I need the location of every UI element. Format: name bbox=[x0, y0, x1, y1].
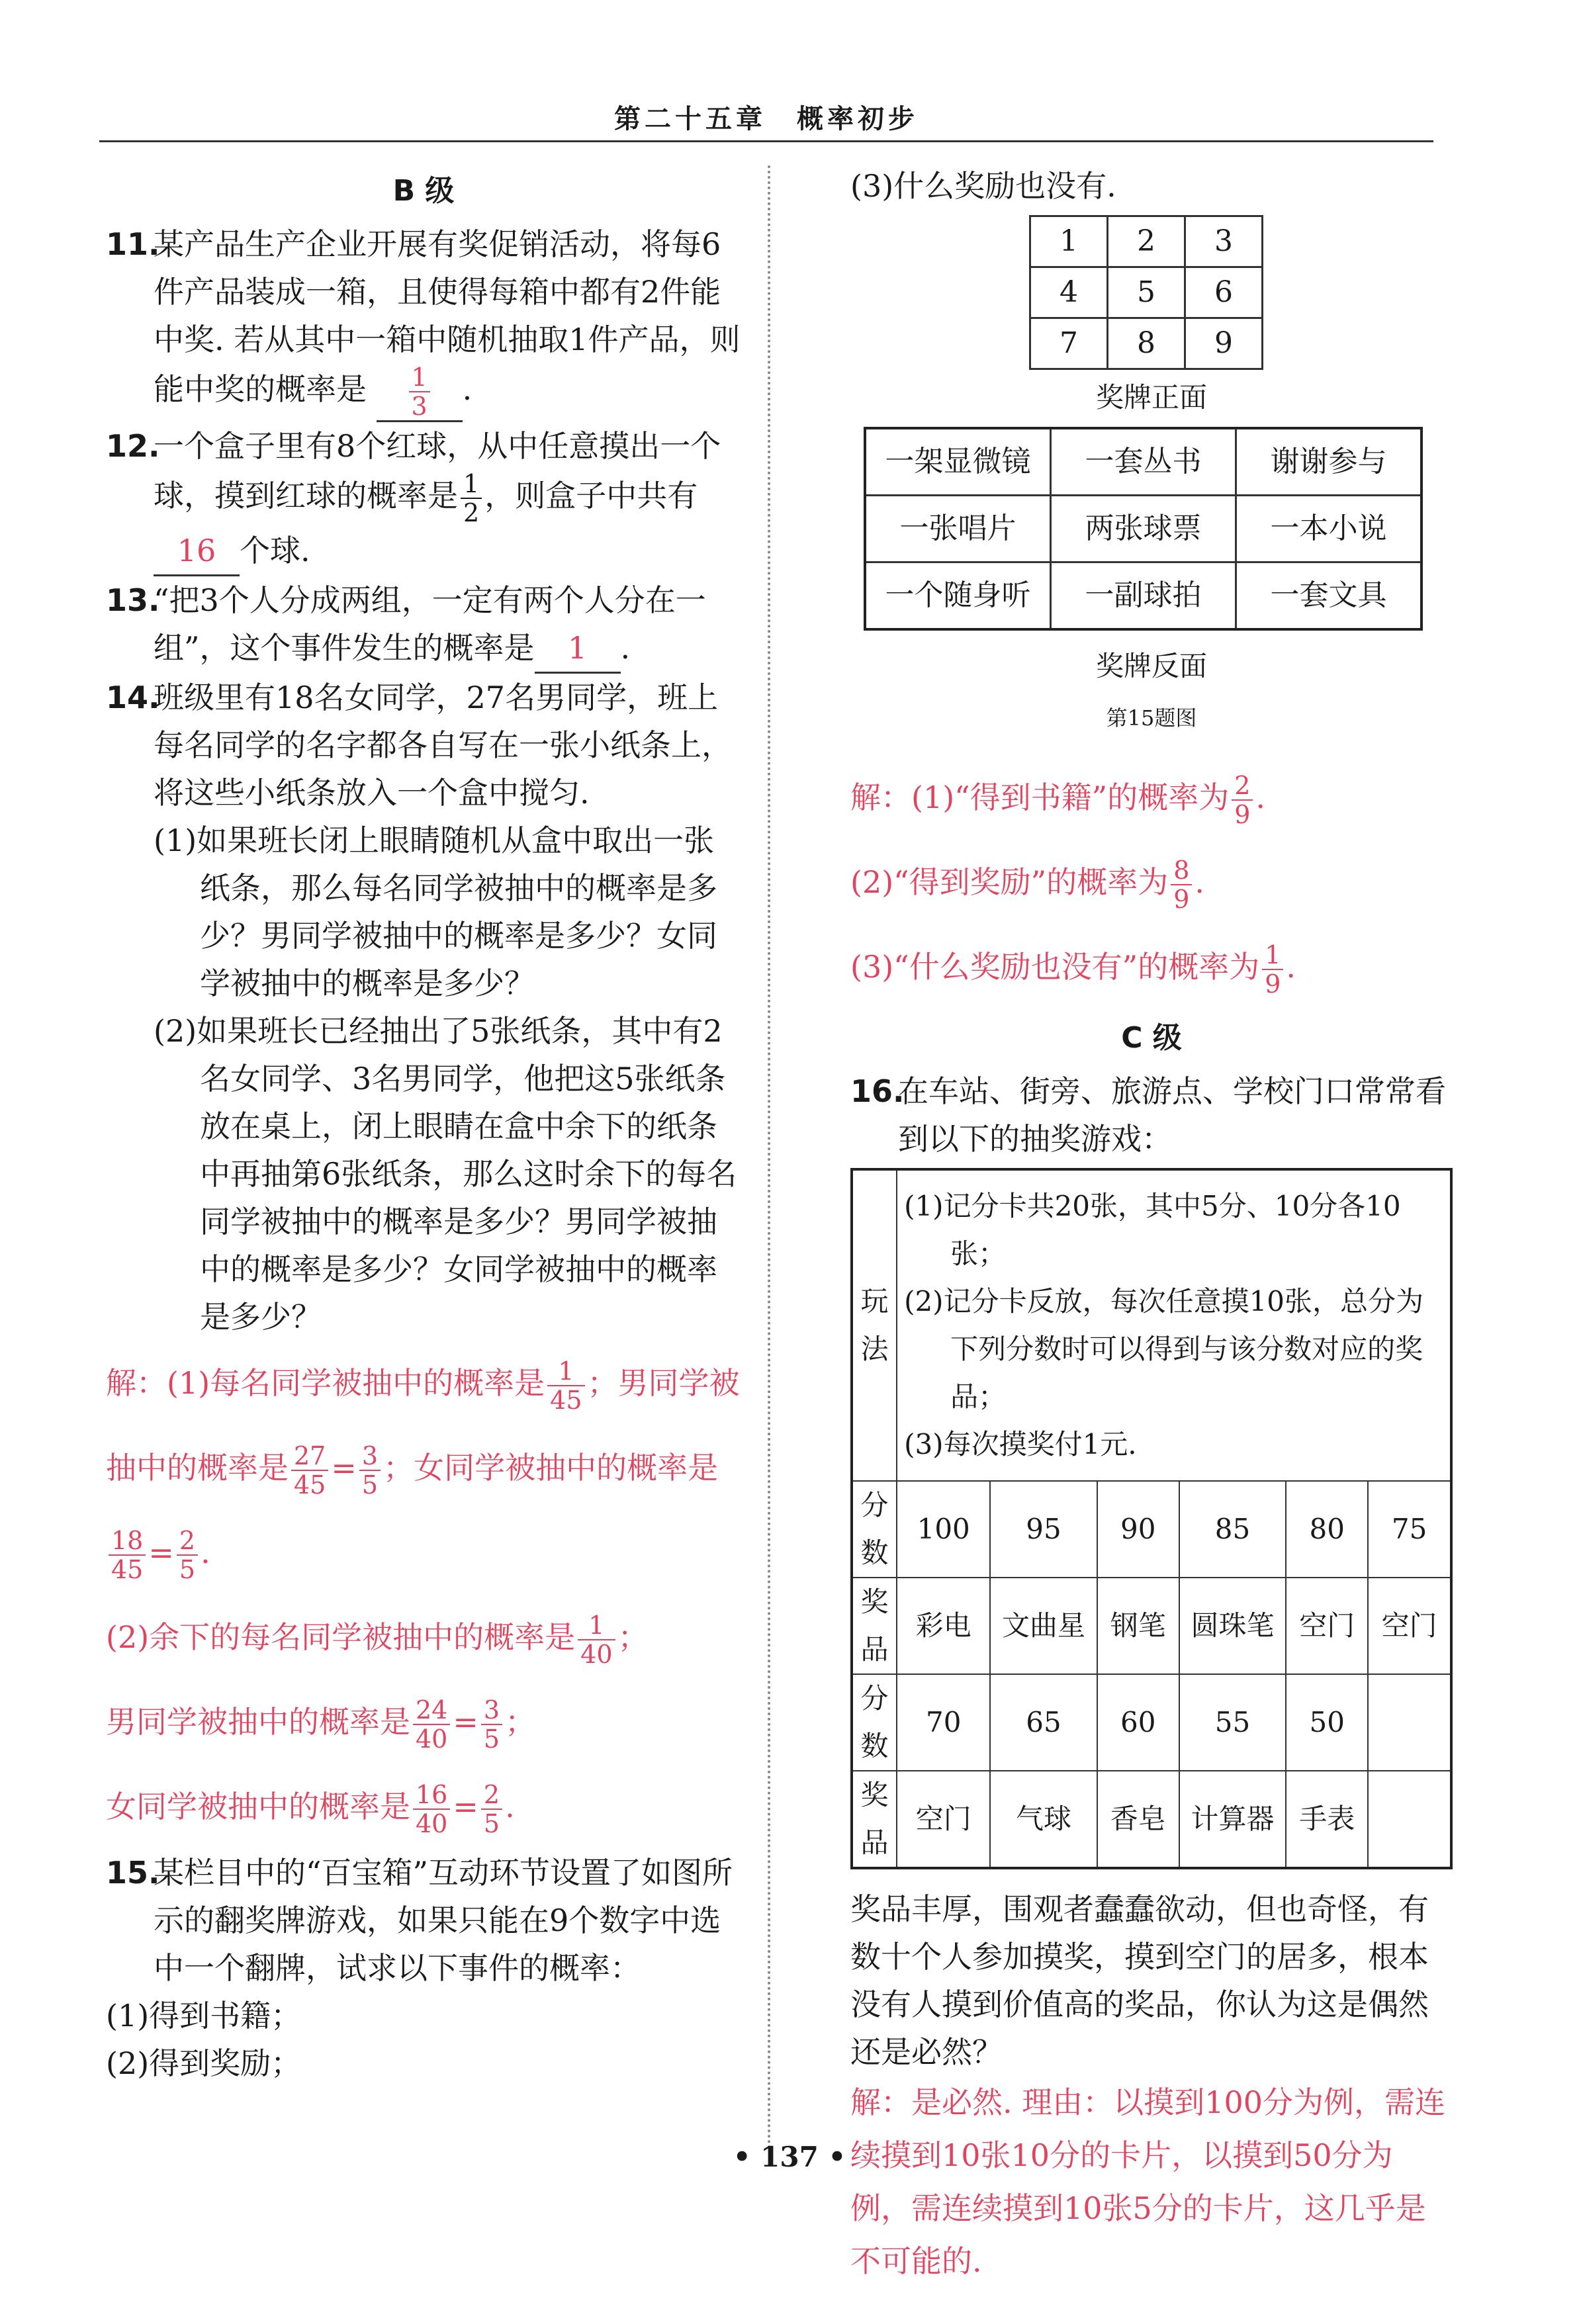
numerator: 24 bbox=[416, 1695, 448, 1724]
prize-cell: 钢笔 bbox=[1097, 1578, 1179, 1674]
numerator: 2 bbox=[1234, 771, 1251, 800]
numerator: 1 bbox=[558, 1357, 574, 1386]
period: . bbox=[1195, 864, 1205, 900]
denominator: 9 bbox=[1171, 884, 1192, 913]
score-cell: 50 bbox=[1286, 1674, 1368, 1771]
question-number: 15. bbox=[106, 1855, 160, 1891]
denominator: 45 bbox=[547, 1385, 584, 1414]
prize-cell: 空门 bbox=[1368, 1578, 1451, 1674]
numerator: 1 bbox=[1265, 940, 1281, 969]
question-15 bbox=[106, 1849, 741, 2087]
score-cell: 85 bbox=[1179, 1481, 1286, 1578]
score-row-2 bbox=[852, 1674, 1451, 1771]
denominator: 40 bbox=[578, 1639, 615, 1668]
card-number: 3 bbox=[1185, 216, 1263, 267]
period: . bbox=[505, 1789, 515, 1824]
card-front-caption: 奖牌正面 bbox=[1095, 381, 1207, 414]
prize-cell: 圆珠笔 bbox=[1179, 1578, 1286, 1674]
denominator: 5 bbox=[481, 1809, 502, 1838]
fraction bbox=[1232, 772, 1253, 828]
prize-row-1 bbox=[852, 1578, 1451, 1674]
prize-cell: 空门 bbox=[897, 1771, 990, 1868]
score-cell: 75 bbox=[1368, 1481, 1451, 1578]
level-b-heading: B 级 bbox=[392, 174, 455, 208]
denominator: 5 bbox=[177, 1554, 198, 1584]
card-number: 2 bbox=[1108, 216, 1185, 267]
denominator: 3 bbox=[409, 391, 430, 420]
fraction bbox=[547, 1357, 584, 1414]
card-number: 9 bbox=[1185, 318, 1263, 369]
period: . bbox=[620, 630, 631, 666]
question-13 bbox=[106, 576, 741, 674]
answer-text: (2)余下的每名同学被抽中的概率是 bbox=[106, 1619, 576, 1655]
period: . bbox=[1255, 780, 1266, 815]
question-text: 某产品生产企业开展有奖促销活动，将每6件产品装成一箱，且使得每箱中都有2件能中奖. 若从其中一箱中随机抽取1件产品，则能中奖的概率是 bbox=[154, 226, 741, 407]
denominator: 5 bbox=[359, 1470, 381, 1499]
answer-blank bbox=[377, 363, 463, 422]
score-cell: 80 bbox=[1286, 1481, 1368, 1578]
period: . bbox=[462, 371, 473, 407]
answer-fraction bbox=[409, 363, 430, 420]
equals-sign: = bbox=[331, 1450, 357, 1486]
fraction bbox=[481, 1696, 502, 1753]
question-16 bbox=[850, 1067, 1453, 1163]
card-number: 4 bbox=[1030, 267, 1108, 318]
numerator: 2 bbox=[483, 1780, 500, 1809]
answer-line-boys bbox=[106, 1679, 741, 1764]
denominator: 5 bbox=[481, 1724, 502, 1753]
numerator: 3 bbox=[483, 1695, 500, 1724]
answer-text: 解：(1)“得到书籍”的概率为 bbox=[850, 780, 1230, 815]
prize-cell: 手表 bbox=[1286, 1771, 1368, 1868]
question-14-part-1: (1)如果班长闭上眼睛随机从盒中取出一张纸条，那么每名同学被抽中的概率是多少？男同学被抽中的概率是多少？女同学被抽中的概率是多少？ bbox=[154, 823, 717, 1001]
question-number: 16. bbox=[850, 1073, 905, 1109]
fraction bbox=[1171, 856, 1192, 913]
page-number: • 137 • bbox=[733, 2141, 846, 2173]
fraction bbox=[291, 1442, 328, 1499]
card-number: 5 bbox=[1108, 267, 1185, 318]
card-number: 7 bbox=[1030, 318, 1108, 369]
score-cell: 55 bbox=[1179, 1674, 1286, 1771]
answer-text: (3)“什么奖励也没有”的概率为 bbox=[850, 949, 1260, 985]
numerator: 3 bbox=[361, 1441, 379, 1470]
score-cell: 95 bbox=[990, 1481, 1097, 1578]
prize-cell: 两张球票 bbox=[1051, 496, 1236, 562]
denominator: 40 bbox=[413, 1724, 450, 1753]
numerator: 1 bbox=[588, 1611, 605, 1640]
prize-cell: 一架显微镜 bbox=[865, 428, 1051, 496]
question-text: 某栏目中的“百宝箱”互动环节设置了如图所示的翻奖牌游戏，如果只能在9个数字中选中一个翻牌，试求以下事件的概率： bbox=[154, 1855, 733, 1986]
question-15-part-3: (3)什么奖励也没有. bbox=[850, 168, 1116, 204]
denominator: 45 bbox=[291, 1470, 328, 1499]
fraction bbox=[177, 1527, 198, 1584]
answer-text: ；女同学被抽中的概率是 bbox=[383, 1450, 719, 1486]
level-c-heading: C 级 bbox=[1121, 1021, 1182, 1055]
prize-cell: 香皂 bbox=[1097, 1771, 1179, 1868]
denominator: 45 bbox=[109, 1554, 146, 1584]
question-11 bbox=[106, 220, 741, 422]
equals-sign: = bbox=[453, 1789, 478, 1824]
answer-line-girls bbox=[106, 1764, 741, 1849]
numerator: 27 bbox=[294, 1441, 326, 1470]
column-divider bbox=[768, 165, 770, 2151]
answer-blank: 1 bbox=[535, 624, 621, 674]
rule-2: (2)记分卡反放，每次任意摸10张，总分为下列分数时可以得到与该分数对应的奖品； bbox=[904, 1285, 1424, 1413]
prize-cell: 一张唱片 bbox=[865, 496, 1051, 562]
answer-text: (2)“得到奖励”的概率为 bbox=[850, 864, 1169, 900]
equals-sign: = bbox=[453, 1704, 478, 1740]
semicolon: ； bbox=[505, 1704, 536, 1740]
answer-text: 女同学被抽中的概率是 bbox=[106, 1789, 410, 1824]
card-number: 8 bbox=[1108, 318, 1185, 369]
prize-label: 奖品 bbox=[852, 1578, 897, 1674]
question-text: 班级里有18名女同学，27名男同学，班上每名同学的名字都各自写在一张小纸条上，将这些小纸条放入一个盒中搅匀. bbox=[154, 680, 732, 811]
prize-cell: 气球 bbox=[990, 1771, 1097, 1868]
prize-cell: 彩电 bbox=[897, 1578, 990, 1674]
fraction bbox=[359, 1442, 381, 1499]
prize-cell: 一个随身听 bbox=[865, 562, 1051, 630]
score-cell bbox=[1368, 1674, 1451, 1771]
rule-1: (1)记分卡共20张，其中5分、10分各10张； bbox=[904, 1190, 1401, 1270]
fraction bbox=[413, 1696, 450, 1753]
prize-cell: 文曲星 bbox=[990, 1578, 1097, 1674]
left-column bbox=[106, 162, 741, 2087]
answer-14-part-2 bbox=[106, 1595, 741, 1849]
numerator: 16 bbox=[416, 1780, 448, 1809]
numerator: 2 bbox=[179, 1526, 196, 1555]
question-14-part-2: (2)如果班长已经抽出了5张纸条，其中有2名女同学、3名男同学，他把这5张纸条放在桌上，闭上眼睛在盒中余下的纸条中再抽第6张纸条，那么这时余下的每名同学被抽中的概率是多少？男同学被抽中的概率是多少？女同学被抽中的概率是多少？ bbox=[154, 1013, 737, 1335]
fraction bbox=[578, 1611, 615, 1668]
period: . bbox=[201, 1535, 210, 1570]
answer-14-part-1 bbox=[106, 1341, 741, 1595]
denominator: 9 bbox=[1262, 969, 1283, 998]
denominator: 9 bbox=[1232, 799, 1253, 828]
answer-15-part-3 bbox=[850, 924, 1453, 1009]
question-15-part-2: (2)得到奖励； bbox=[106, 2045, 302, 2081]
fraction bbox=[1262, 941, 1283, 998]
question-15-part-1: (1)得到书籍； bbox=[106, 1998, 302, 2033]
fraction bbox=[109, 1527, 146, 1584]
rule-3: (3)每次摸奖付1元. bbox=[904, 1428, 1137, 1460]
semicolon: ； bbox=[617, 1619, 649, 1655]
prize-row-2 bbox=[852, 1771, 1451, 1868]
score-cell: 65 bbox=[990, 1674, 1097, 1771]
answer-15-part-2 bbox=[850, 840, 1453, 924]
numerator: 8 bbox=[1173, 856, 1190, 885]
answer-text: 男同学被抽中的概率是 bbox=[106, 1704, 410, 1740]
prize-label: 奖品 bbox=[852, 1771, 897, 1868]
question-number: 12. bbox=[106, 428, 160, 464]
header-rule bbox=[99, 140, 1433, 142]
score-label: 分数 bbox=[852, 1674, 897, 1771]
prize-cell bbox=[1368, 1771, 1451, 1868]
lottery-game-table bbox=[850, 1168, 1453, 1869]
fraction bbox=[481, 1781, 502, 1838]
score-label: 分数 bbox=[852, 1481, 897, 1578]
denominator: 40 bbox=[413, 1809, 450, 1838]
prize-cell: 一套丛书 bbox=[1051, 428, 1236, 496]
right-column bbox=[850, 162, 1453, 2288]
prize-cell: 谢谢参与 bbox=[1236, 428, 1422, 496]
question-number: 13. bbox=[106, 582, 160, 618]
question-number: 14. bbox=[106, 680, 160, 715]
answer-text: 解：(1)每名同学被抽中的概率是 bbox=[106, 1365, 545, 1401]
equals-sign: = bbox=[148, 1535, 174, 1570]
rules-label: 玩法 bbox=[852, 1169, 897, 1481]
denominator: 2 bbox=[461, 498, 482, 527]
card-number: 6 bbox=[1185, 267, 1263, 318]
question-14 bbox=[106, 674, 741, 1341]
rules-cell bbox=[897, 1169, 1451, 1481]
question-text: 在车站、街旁、旅游点、学校门口常常看到以下的抽奖游戏： bbox=[898, 1073, 1446, 1157]
answer-15-part-1 bbox=[850, 755, 1453, 840]
prize-cell: 一副球拍 bbox=[1051, 562, 1236, 630]
score-cell: 90 bbox=[1097, 1481, 1179, 1578]
answer-text: ；男同学被抽中的概率是 bbox=[106, 1365, 740, 1486]
question-text-2: ，则盒子中共有 bbox=[484, 478, 698, 514]
prize-cell: 空门 bbox=[1286, 1578, 1368, 1674]
score-cell: 100 bbox=[897, 1481, 990, 1578]
figure-caption: 第15题图 bbox=[1106, 705, 1197, 731]
score-cell: 60 bbox=[1097, 1674, 1179, 1771]
question-12 bbox=[106, 422, 741, 576]
numerator: 1 bbox=[411, 363, 428, 392]
question-text: 一个盒子里有8个红球，从中任意摸出一个球，摸到红球的概率是 bbox=[154, 428, 721, 514]
prize-cell: 一套文具 bbox=[1236, 562, 1422, 630]
chapter-header: 第二十五章 概率初步 bbox=[614, 103, 919, 134]
score-cell: 70 bbox=[897, 1674, 990, 1771]
prize-cell: 一本小说 bbox=[1236, 496, 1422, 562]
numerator: 18 bbox=[111, 1526, 144, 1555]
fraction bbox=[413, 1781, 450, 1838]
question-16-continuation: 奖品丰厚，围观者蠢蠢欲动，但也奇怪，有数十个人参加摸奖，摸到空门的居多，根本没有人摸到价值高的奖品，你认为这是偶然还是必然？ bbox=[850, 1891, 1429, 2070]
period: . bbox=[1286, 949, 1296, 985]
half-fraction bbox=[461, 470, 482, 527]
question-text: “把3个人分成两组，一定有两个人分在一组”，这个事件发生的概率是 bbox=[154, 582, 706, 666]
card-back-caption: 奖牌反面 bbox=[1095, 650, 1207, 682]
card-number: 1 bbox=[1030, 216, 1108, 267]
card-back-grid bbox=[864, 427, 1423, 631]
card-front-grid bbox=[1029, 215, 1263, 370]
prize-cell: 计算器 bbox=[1179, 1771, 1286, 1868]
question-end: 个球. bbox=[240, 533, 310, 568]
answer-16: 解：是必然. 理由：以摸到100分为例，需连续摸到10张10分的卡片，以摸到50分为例，需连续摸到10张5分的卡片，这几乎是不可能的. bbox=[850, 2084, 1446, 2279]
question-number: 11. bbox=[106, 226, 160, 262]
score-row-1 bbox=[852, 1481, 1451, 1578]
numerator: 1 bbox=[463, 469, 480, 498]
answer-blank: 16 bbox=[154, 527, 240, 576]
answer-line-remaining bbox=[106, 1595, 741, 1679]
